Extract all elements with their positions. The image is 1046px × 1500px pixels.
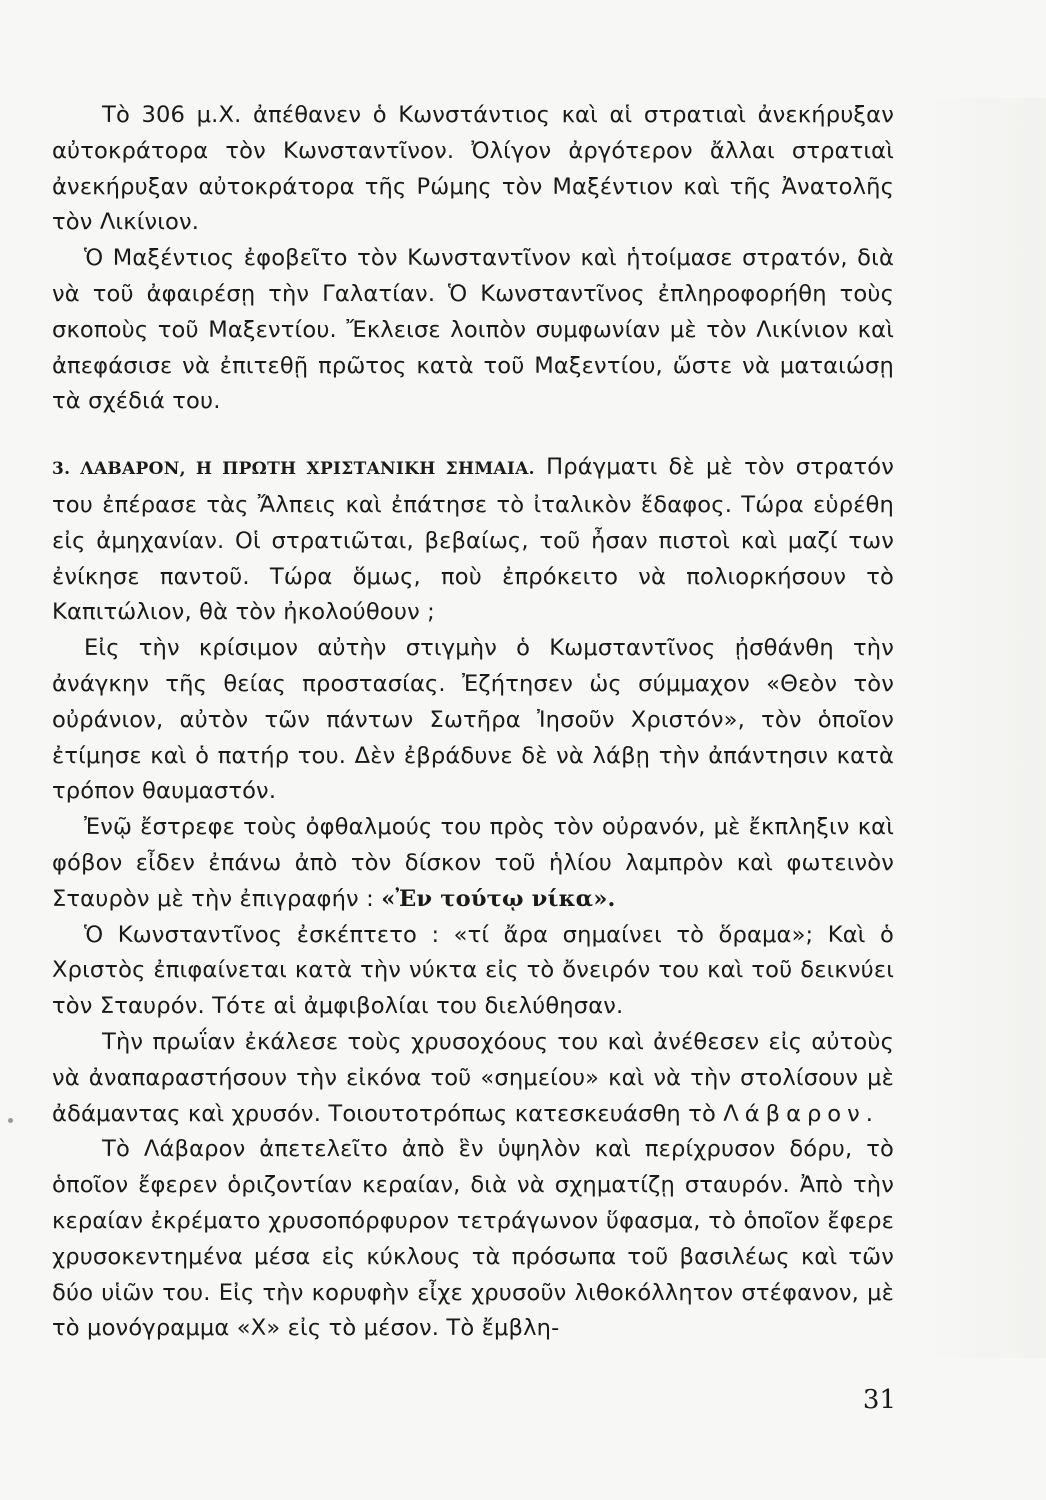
paragraph-after-1: Ὁ Κωνσταντῖνος ἐσκέπτετο : «τί ἄρα σημαίνει τὸ ὅραμα»; Καὶ ὁ Χριστὸς ἐπιφαίνεται κατὰ τὴν νύκτα εἰς τὸ ὄνειρόν του καὶ τοῦ δεικνύει τὸν Σταυρόν. Τότε αἱ ἀμφιβολίαι του διελύθησαν. bbox=[52, 921, 894, 1020]
vision-text: Ἐνῷ ἔστρεφε τοὺς ὀφθαλμούς του πρὸς τὸν οὐρανόν, μὲ ἔκπληξιν καὶ φόβον εἶδεν ἐπάνω ἀπὸ τὸν δίσκον τοῦ ἡλίου λαμπρὸν καὶ φωτεινὸν Σταυρὸν μὲ τὴν ἐπιγραφήν : bbox=[52, 814, 894, 912]
facing-page-bleed bbox=[926, 98, 1046, 1358]
paper-speck bbox=[8, 1118, 13, 1123]
body-text bbox=[52, 98, 894, 1347]
section-heading: 3. ΛΑΒΑΡΟΝ, Η ΠΡΩΤΗ ΧΡΙΣΤΑΝΙΚΗ ΣΗΜΑΙΑ. bbox=[52, 459, 535, 480]
paragraph-intro-2: Ὁ Μαξέντιος ἐφοβεῖτο τὸν Κωνσταντῖνον καὶ ἡτοίμασε στρατόν, διὰ νὰ τοῦ ἀφαιρέσῃ τὴν Γαλατίαν. Ὁ Κωνσταντῖνος ἐπληροφορήθη τοὺς σκοποὺς τοῦ Μαξεντίου. Ἔκλεισε λοιπὸν συμφωνίαν μὲ τὸν Λικίνιον καὶ ἀπεφάσισε νὰ ἐπιτεθῇ πρῶτος κατὰ τοῦ Μαξεντίου, ὥστε νὰ ματαιώσῃ τὰ σχέδιά του. bbox=[52, 245, 894, 415]
paragraph-intro-1: Τὸ 306 μ.Χ. ἀπέθανεν ὁ Κωνστάντιος καὶ αἱ στρατιαὶ ἀνεκήρυξαν αὐτοκράτορα τὸν Κωνσταντῖνον. Ὀλίγον ἀργότερον ἄλλαι στρατιαὶ ἀνεκήρυξαν αὐτοκράτορα τῆς Ρώμης τὸν Μαξέντιον καὶ τῆς Ἀνατολῆς τὸν Λικίνιον. bbox=[52, 102, 894, 236]
paragraph-vision bbox=[52, 810, 894, 917]
section-lead-text: Πράγματι δὲ μὲ τὸν στρατόν του ἐπέρασε τὰς Ἄλπεις καὶ ἐπάτησε τὸ ἰταλικὸν ἔδαφος. Τώρα εὑρέθη εἰς ἀμηχανίαν. Οἱ στρατιῶται, βεβαίως, τοῦ ἦσαν πιστοὶ καὶ μαζί των ἐνίκησε παντοῦ. Τώρα ὅμως, ποὺ ἐπρόκειτο νὰ πολιορκήσουν τὸ Καπιτώλιον, θὰ τὸν ἠκολούθουν ; bbox=[52, 454, 894, 626]
labarum-spaced-word: Λάβαρον. bbox=[723, 1100, 879, 1127]
paragraph-final-1: Τὸ Λάβαρον ἀπετελεῖτο ἀπὸ ἓν ὑψηλὸν καὶ περίχρυσον δόρυ, τὸ ὁποῖον ἔφερεν ὁριζοντίαν κεραίαν, διὰ νὰ σχηματίζῃ σταυρόν. Ἀπὸ τὴν κεραίαν ἐκρέματο χρυσοπόρφυρον τετράγωνον ὕφασμα, τὸ ὁποῖον ἔφερε χρυσοκεντημένα μέσα εἰς κύκλους τὰ πρόσωπα τοῦ βασιλέως καὶ τῶν δύο υἱῶν του. Εἰς τὴν κορυφὴν εἶχε χρυσοῦν λιθοκόλλητον στέφανον, μὲ τὸ μονόγραμμα «Χ» εἰς τὸ μέσον. Τὸ ἔμβλη- bbox=[52, 1136, 894, 1342]
motto-text: «Ἐν τούτῳ νίκα». bbox=[381, 885, 616, 912]
goldsmiths-text: Τὴν πρωΐαν ἐκάλεσε τοὺς χρυσοχόους του καὶ ἀνέθεσεν εἰς αὐτοὺς νὰ ἀναπαραστήσουν τὴν εἰκόνα τοῦ «σημείου» καὶ νὰ τὴν στολίσουν μὲ ἀδάμαντας καὶ χρυσόν. Τοιουτοτρόπως κατεσκευάσθη τὸ bbox=[52, 1028, 894, 1127]
paragraph-body-1: Εἰς τὴν κρίσιμον αὐτὴν στιγμὴν ὁ Κωμσταντῖνος ᾐσθάνθη τὴν ἀνάγκην τῆς θείας προστασίας. Ἐζήτησεν ὡς σύμμαχον «Θεὸν τὸν οὐράνιον, αὐτὸν τῶν πάντων Σωτῆρα Ἰησοῦν Χριστόν», τὸν ὁποῖον ἐτίμησε καὶ ὁ πατήρ του. Δὲν ἐβράδυνε δὲ νὰ λάβῃ τὴν ἀπάντησιν κατὰ τρόπον θαυμαστόν. bbox=[52, 635, 894, 805]
paragraph-goldsmiths bbox=[52, 1025, 894, 1132]
section-paragraph bbox=[52, 450, 894, 631]
page-number: 31 bbox=[862, 1385, 896, 1415]
